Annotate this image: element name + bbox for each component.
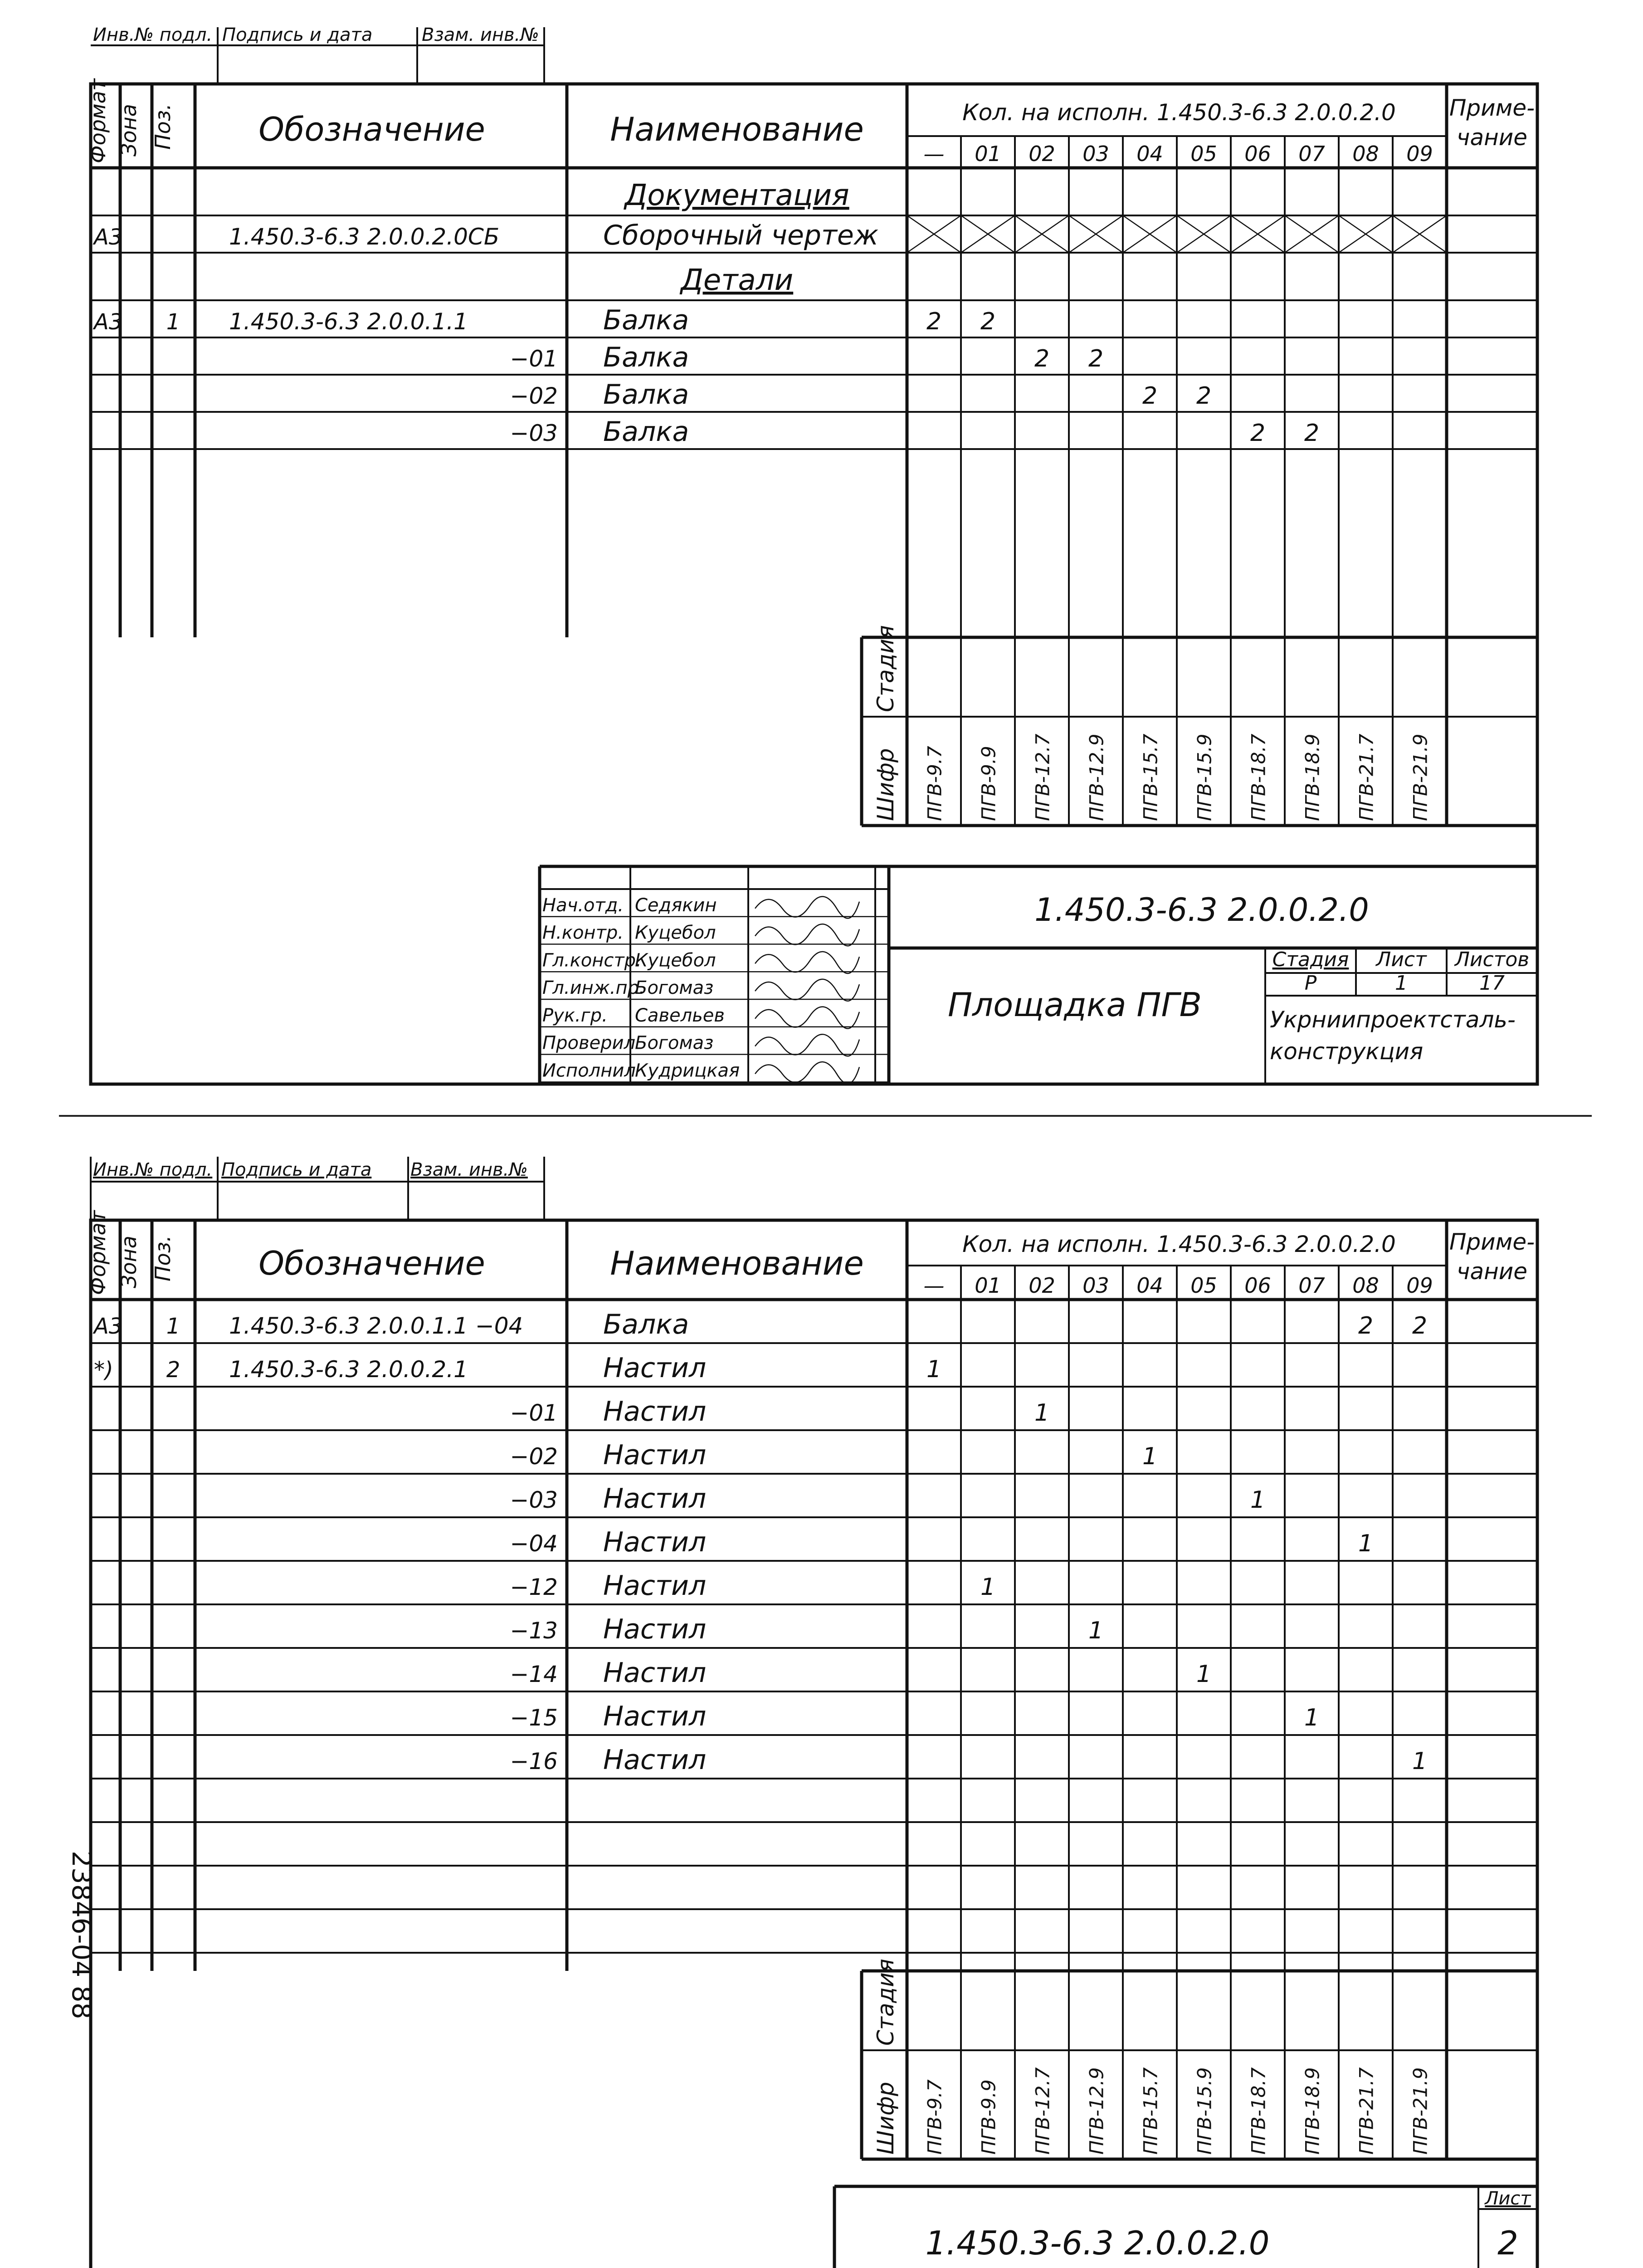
col-format-1: Формат	[86, 78, 110, 163]
sheet-2-drawing	[0, 1143, 1643, 2268]
row-designation: −15	[510, 1705, 558, 1731]
row-designation: −02	[510, 1443, 558, 1470]
top-stamp-1	[91, 24, 544, 84]
title-stage-val: Р	[1304, 972, 1317, 995]
cipher-label: ПГВ-9.7	[923, 2079, 946, 2155]
cipher-label: ПГВ-12.9	[1085, 2067, 1108, 2155]
cipher-label: ПГВ-21.9	[1409, 733, 1432, 821]
col-note-2a: Приме-	[1449, 1229, 1535, 1255]
row-qty: 2	[1196, 382, 1212, 410]
stamp-sign-label: Подпись и дата	[222, 24, 373, 45]
stage-label-2: Стадия	[873, 1959, 899, 2046]
table-row	[510, 379, 1211, 411]
col-pos-2: Поз.	[151, 1235, 175, 1281]
row-name: Настил	[603, 1439, 707, 1471]
row-qty: 1	[1304, 1704, 1320, 1731]
table-row	[510, 1744, 1427, 1776]
signature-scribble	[755, 896, 859, 918]
variant-col-1: 01	[975, 142, 1001, 166]
row-name: Настил	[603, 1744, 707, 1776]
row-qty: 2	[980, 308, 996, 335]
row-qty: 2	[1250, 420, 1266, 447]
row-designation: 1.450.3-6.3 2.0.0.2.0СБ	[229, 224, 500, 250]
row-name: Балка	[603, 416, 689, 448]
row-qty: 1	[1196, 1661, 1212, 1688]
row-name: Балка	[603, 379, 689, 411]
col-format-2: Формат	[86, 1210, 110, 1295]
cipher-label: ПГВ-18.7	[1247, 2067, 1270, 2155]
signature-scribble	[755, 1062, 859, 1084]
col-designation-1: Обозначение	[258, 110, 485, 148]
signature-scribble	[755, 924, 859, 946]
row-qty: 2	[1088, 345, 1104, 372]
row-format: А3	[94, 309, 123, 335]
cipher-label: ПГВ-18.7	[1247, 733, 1270, 821]
cipher-label: ПГВ-15.9	[1193, 2067, 1216, 2155]
row-qty: 1	[1250, 1486, 1266, 1514]
sign-role: Рук.гр.	[542, 1005, 608, 1026]
variant-col-2: 02	[1029, 1273, 1055, 1298]
row-name: Сборочный чертеж	[603, 220, 878, 251]
row-section-title: Документация	[624, 179, 849, 212]
cipher-label: ПГВ-12.7	[1031, 733, 1054, 821]
stamp2-replace-label: Взам. инв.№	[410, 1159, 528, 1180]
variant-col-4: 04	[1136, 1273, 1163, 1298]
doc-code-2: 1.450.3-6.3 2.0.0.2.0	[925, 2224, 1270, 2262]
table-row	[510, 1439, 1157, 1471]
table-row	[510, 1483, 1265, 1515]
cipher-label: ПГВ-21.7	[1355, 2067, 1378, 2155]
sign-person: Кудрицкая	[635, 1060, 740, 1081]
sign-person: Куцебол	[635, 922, 716, 943]
table-row	[679, 264, 793, 297]
sign-role: Проверил	[542, 1032, 636, 1054]
sheet-1-drawing	[0, 0, 1643, 1098]
row-qty: 2	[1034, 345, 1050, 372]
signature-scribble	[755, 952, 859, 973]
variant-col-5: 05	[1190, 142, 1217, 166]
row-name: Настил	[603, 1483, 707, 1515]
variant-col-5: 05	[1190, 1273, 1217, 1298]
qty-caption-1: Кол. на исполн. 1.450.3-6.3 2.0.0.2.0	[962, 99, 1396, 126]
row-qty: 1	[980, 1574, 996, 1601]
cipher-label: ПГВ-12.7	[1031, 2067, 1054, 2155]
variant-col-6: 06	[1244, 1273, 1271, 1298]
stamp-inv-label: Инв.№ подл.	[93, 24, 213, 45]
sign-role: Исполнил	[542, 1060, 636, 1081]
variant-col-9: 09	[1406, 1273, 1433, 1298]
cipher-label: ПГВ-15.7	[1139, 2067, 1162, 2155]
cipher-label: ПГВ-21.9	[1409, 2067, 1432, 2155]
cipher-label: ПГВ-18.9	[1301, 2067, 1324, 2155]
table-row	[510, 416, 1319, 448]
sheet-label-2: Лист	[1485, 2188, 1531, 2209]
row-designation: −03	[510, 1487, 558, 1513]
table-row	[93, 304, 995, 336]
sign-role: Гл.инж.пр.	[542, 978, 645, 999]
row-name: Балка	[603, 342, 689, 373]
col-note-1b: чание	[1456, 124, 1528, 151]
variant-col-8: 08	[1352, 1273, 1379, 1298]
sheet-1	[0, 0, 1643, 1098]
row-pos: 2	[166, 1357, 180, 1383]
row-name: Настил	[603, 1701, 707, 1732]
col-pos-1: Поз.	[151, 103, 175, 150]
doc-code-1: 1.450.3-6.3 2.0.0.2.0	[1034, 891, 1369, 929]
title-stage-col: Стадия	[1272, 948, 1349, 971]
top-stamp-2	[91, 1157, 544, 1220]
table-row	[510, 1657, 1211, 1689]
col-note-2b: чание	[1456, 1258, 1528, 1285]
sheet-2	[0, 1143, 1643, 2268]
variant-col-2: 02	[1029, 142, 1055, 166]
col-designation-2: Обозначение	[258, 1244, 485, 1282]
variant-col-9: 09	[1406, 142, 1433, 166]
row-name: Балка	[603, 1309, 689, 1340]
row-designation: 1.450.3-6.3 2.0.0.2.1	[229, 1356, 468, 1383]
row-format: А3	[94, 225, 123, 250]
signature-scribble	[755, 979, 859, 1001]
variant-col-7: 07	[1298, 142, 1325, 166]
signature-scribble	[755, 1034, 859, 1056]
row-qty: 2	[1358, 1312, 1374, 1339]
cipher-label: ПГВ-21.7	[1355, 733, 1378, 821]
table-row	[510, 1570, 995, 1602]
stamp2-inv-label: Инв.№ подл.	[93, 1159, 213, 1180]
sign-role: Н.контр.	[542, 922, 624, 943]
cipher-label: ПГВ-9.9	[977, 746, 1000, 821]
sign-role: Нач.отд.	[542, 894, 624, 916]
col-name-2: Наименование	[610, 1244, 864, 1282]
row-designation: −12	[510, 1574, 558, 1600]
row-designation: −04	[510, 1530, 558, 1557]
variant-col-3: 03	[1082, 1273, 1109, 1298]
table-row	[94, 1352, 941, 1384]
sign-person: Савельев	[635, 1005, 725, 1026]
variant-col-3: 03	[1082, 142, 1109, 166]
row-designation: 1.450.3-6.3 2.0.0.1.1 −04	[229, 1313, 523, 1339]
row-name: Настил	[603, 1570, 707, 1602]
row-qty: 1	[1412, 1748, 1428, 1775]
stage-label-1: Стадия	[873, 625, 899, 712]
variant-col-7: 07	[1298, 1273, 1325, 1298]
row-designation: −14	[510, 1661, 558, 1687]
row-qty: 2	[926, 308, 942, 335]
variant-col-4: 04	[1136, 142, 1163, 166]
row-designation: −16	[510, 1748, 558, 1774]
row-qty: 1	[1034, 1399, 1050, 1427]
title-sheets-val: 17	[1479, 972, 1505, 995]
cipher-label: ПГВ-15.7	[1139, 733, 1162, 821]
row-name: Настил	[603, 1352, 707, 1384]
row-name: Настил	[603, 1526, 707, 1558]
row-qty: 1	[1142, 1443, 1158, 1470]
col-zone-1: Зона	[117, 104, 141, 156]
row-format: *)	[94, 1357, 113, 1383]
row-qty: 1	[1358, 1530, 1374, 1557]
org-line-2: конструкция	[1270, 1038, 1424, 1065]
title-sheet-col: Лист	[1376, 948, 1427, 971]
title-sheet-val: 1	[1395, 972, 1408, 995]
table-row	[510, 1396, 1049, 1427]
row-designation: 1.450.3-6.3 2.0.0.1.1	[229, 308, 468, 335]
table-row	[510, 1701, 1319, 1732]
row-format: А3	[94, 1314, 123, 1339]
doc-title-1: Площадка ПГВ	[947, 986, 1202, 1024]
sign-person: Богомаз	[635, 978, 714, 999]
row-qty: 2	[1142, 382, 1158, 410]
title-sheets-col: Листов	[1454, 948, 1530, 971]
row-qty: 1	[1088, 1617, 1104, 1644]
table-row	[623, 179, 849, 212]
side-stamp: 23846-04 88	[66, 1851, 97, 2019]
row-pos: 1	[166, 309, 180, 335]
cipher-label: ПГВ-15.9	[1193, 733, 1216, 821]
cipher-label-2: Шифр	[873, 2082, 899, 2155]
cipher-label-1: Шифр	[873, 748, 899, 821]
qty-caption-2: Кол. на исполн. 1.450.3-6.3 2.0.0.2.0	[962, 1231, 1396, 1257]
org-line-1: Укрниипроектсталь-	[1270, 1007, 1516, 1033]
row-designation: −03	[510, 420, 558, 446]
sign-person: Седякин	[635, 894, 717, 916]
col-name-1: Наименование	[610, 110, 864, 148]
row-designation: −01	[510, 1400, 558, 1426]
cipher-label: ПГВ-9.7	[923, 746, 946, 821]
row-qty: 1	[926, 1356, 942, 1383]
col-note-1a: Приме-	[1449, 95, 1535, 121]
row-name: Балка	[603, 304, 689, 336]
row-qty: 2	[1412, 1312, 1428, 1339]
variant-col-0: —	[923, 1273, 945, 1298]
variant-col-1: 01	[975, 1273, 1001, 1298]
row-qty: 2	[1304, 420, 1320, 447]
row-pos: 1	[166, 1314, 180, 1339]
row-section-title: Детали	[680, 264, 794, 297]
variant-col-0: —	[923, 142, 945, 166]
sign-person: Богомаз	[635, 1032, 714, 1054]
signature-scribble	[755, 1007, 859, 1028]
variant-col-8: 08	[1352, 142, 1379, 166]
row-name: Настил	[603, 1657, 707, 1689]
col-zone-2: Зона	[117, 1236, 141, 1288]
row-designation: −01	[510, 346, 558, 372]
table-row	[510, 1526, 1373, 1558]
sign-person: Куцебол	[635, 950, 716, 971]
row-designation: −02	[510, 383, 558, 409]
table-row	[93, 1309, 1427, 1340]
cipher-label: ПГВ-12.9	[1085, 733, 1108, 821]
cipher-label: ПГВ-9.9	[977, 2079, 1000, 2155]
row-name: Настил	[603, 1613, 707, 1645]
table-row	[93, 215, 1447, 253]
row-name: Настил	[603, 1396, 707, 1427]
sheet-separator	[59, 1115, 1592, 1117]
stamp-replace-label: Взам. инв.№	[422, 24, 539, 45]
sign-role: Гл.констр.	[542, 950, 642, 971]
cipher-label: ПГВ-18.9	[1301, 733, 1324, 821]
variant-col-6: 06	[1244, 142, 1271, 166]
row-designation: −13	[510, 1618, 558, 1644]
stamp2-sign-label: Подпись и дата	[221, 1159, 372, 1180]
sheet-num-2: 2	[1497, 2224, 1518, 2262]
